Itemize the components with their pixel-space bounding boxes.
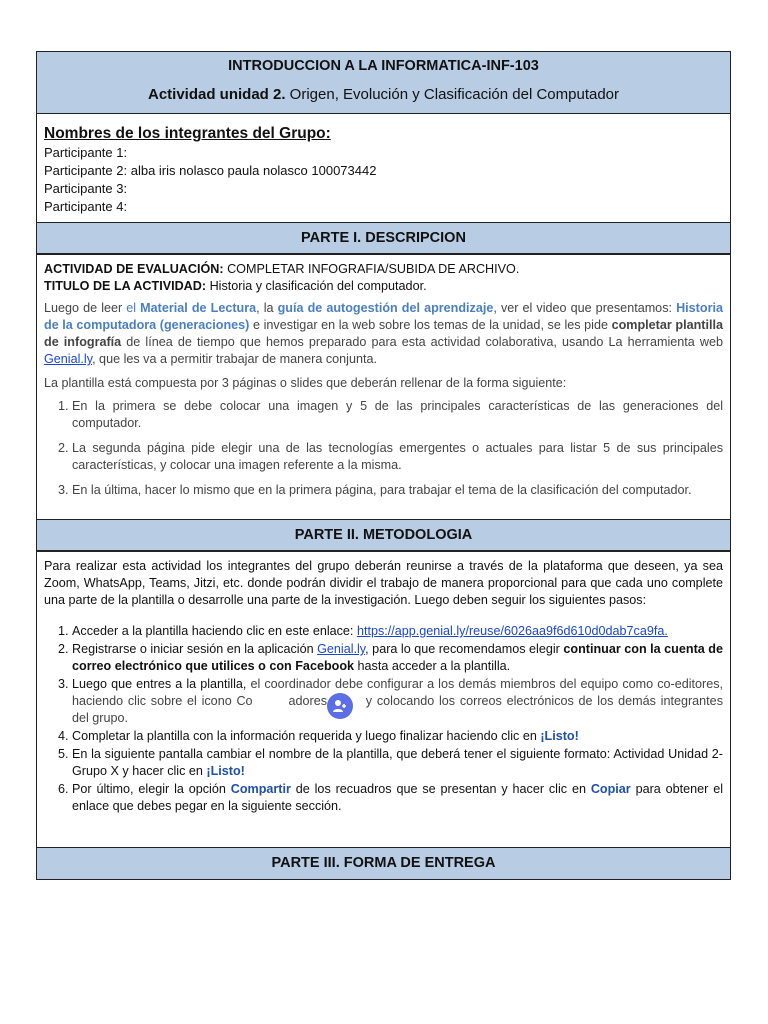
part2-section [37, 551, 730, 847]
participant-1: Participante 1: [44, 145, 128, 160]
participant-4: Participante 4: [44, 199, 128, 214]
list-item: 1. En la primera se debe colocar una imagen y 5 de las principales características de las generaciones del computador. [72, 398, 723, 432]
part1-section [37, 254, 730, 519]
step-5: 5. En la siguiente pantalla cambiar el nombre de la plantilla, que deberá tener el siguiente formato: Actividad Unidad 2-Grupo X y hacer clic en ¡Listo! [72, 746, 723, 780]
step-3: 3. Luego que entres a la plantilla, el coordinador debe configurar a los demás miembros del equipo como co-editores, haciendo clic sobre el icono Co adores y colocando los correos electrónicos de los demás integrantes del grupo. [72, 676, 723, 727]
steps-list [44, 623, 723, 815]
list-item: 2. La segunda página pide elegir una de las tecnologías emergentes o actuales para listar 5 de sus principales características, y colocar una imagen referente a la misma. [72, 440, 723, 474]
add-collaborator-icon[interactable] [327, 693, 353, 719]
reading-material-link[interactable]: Material de Lectura [140, 301, 257, 315]
genially-login-link[interactable]: Genial.ly [317, 642, 366, 656]
template-text: La plantilla está compuesta por 3 páginas o slides que deberán rellenar de la forma siguiente: [44, 376, 567, 390]
template-link[interactable]: https://app.genial.ly/reuse/6026aa9f6d610d0dab7ca9fa. [356, 624, 668, 638]
genially-link[interactable]: Genial.ly [44, 352, 93, 366]
methodology-intro: Para realizar esta actividad los integrantes del grupo deberán reunirse a través de la plataforma que deseen, ya sea Zoom, WhatsApp, Teams, Jitzi, etc. donde podrán dividir el trabajo de manera proporcional para que cada uno complete una parte de la plantilla o desarrolle una parte de la investigación. Luego deben seguir los siguientes pasos: [44, 559, 723, 607]
course-header [37, 52, 730, 114]
course-title: INTRODUCCION A LA INFORMATICA-INF-103 [228, 58, 539, 74]
intro-paragraph: Luego de leer el Material de Lectura, la guía de autogestión del aprendizaje, ver el video que presentamos: Historia de la computadora (generaciones) e investigar en la web sobre los temas de la unidad, se les pide completar plantilla de infografía de línea de tiempo que hemos preparado para esta actividad colaborativa, usando La herramienta web Genial.ly, que les va a permitir trabajar de manera conjunta. [44, 301, 723, 366]
part1-list [44, 398, 723, 499]
self-study-guide-link[interactable]: guía de autogestión del aprendizaje [277, 301, 494, 315]
part1-title: PARTE I. DESCRIPCION [37, 222, 730, 254]
group-title: Nombres de los integrantes del Grupo: [44, 125, 331, 142]
step-2: 2. Registrarse o iniciar sesión en la aplicación Genial.ly, para lo que recomendamos elegir continuar con la cuenta de correo electrónico que utilices o con Facebook hasta acceder a la plantilla. [72, 641, 723, 675]
activity-title-line: TITULO DE LA ACTIVIDAD: Historia y clasificación del computador. [44, 279, 427, 293]
document-frame [36, 51, 731, 880]
eval-line: ACTIVIDAD DE EVALUACIÓN: COMPLETAR INFOGRAFIA/SUBIDA DE ARCHIVO. [44, 262, 520, 276]
list-item: 3. En la última, hacer lo mismo que en la primera página, para trabajar el tema de la clasificación del computador. [72, 482, 723, 499]
step-6: 6. Por último, elegir la opción Compartir de los recuadros que se presentan y hacer clic en Copiar para obtener el enlace que debes pegar en la siguiente sección. [72, 781, 723, 815]
video-link[interactable]: Historia de la computadora (generaciones) [44, 301, 723, 332]
activity-title: Actividad unidad 2. Origen, Evolución y Clasificación del Computador [147, 86, 620, 103]
participant-2: Participante 2: alba iris nolasco paula nolasco 100073442 [44, 163, 377, 178]
step-4: 4. Completar la plantilla con la información requerida y luego finalizar haciendo clic en ¡Listo! [72, 728, 723, 745]
part2-title: PARTE II. METODOLOGIA [37, 519, 730, 551]
part3-title: PARTE III. FORMA DE ENTREGA [37, 847, 730, 879]
participant-3: Participante 3: [44, 181, 128, 196]
group-members [37, 114, 730, 222]
step-1: 1. Acceder a la plantilla haciendo clic en este enlace: https://app.genial.ly/reuse/6026aa9f6d610d0dab7ca9fa. [72, 623, 723, 640]
